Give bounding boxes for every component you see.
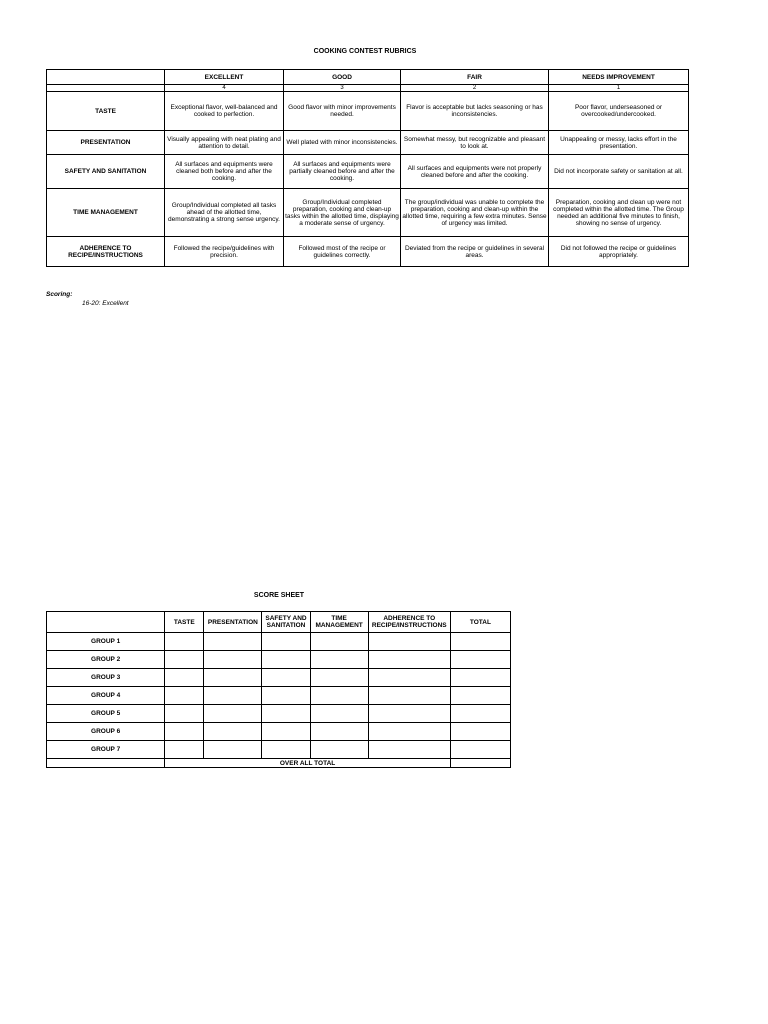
criterion-name: TASTE [47,92,165,131]
score-cell [165,669,204,687]
score-cell [450,651,510,669]
level-good: GOOD [284,70,401,85]
rubric-cell: Flavor is acceptable but lacks seasoning or has inconsistencies. [401,92,549,131]
group-label: GROUP 4 [47,687,165,705]
score-cell [262,687,310,705]
score-cell [204,723,262,741]
rubric-row-safety [47,155,689,189]
score-cell [310,651,368,669]
rubric-cell: Deviated from the recipe or guidelines in several areas. [401,237,549,267]
score-cell [165,705,204,723]
overall-total-label: OVER ALL TOTAL [165,759,451,768]
score-cell [165,723,204,741]
rubric-level-row [47,70,689,85]
score-excellent: 4 [165,85,284,92]
score-fair: 2 [401,85,549,92]
rubric-cell: Somewhat messy, but recognizable and pleasant to look at. [401,131,549,155]
rubric-cell: Preparation, cooking and clean up were not completed within the allotted time. The Group needed an additional five minutes to finish, showing no sense of urgency. [549,189,689,237]
score-cell [310,687,368,705]
score-cell [368,651,450,669]
rubric-table [46,69,689,267]
score-cell [310,633,368,651]
rubric-row-presentation [47,131,689,155]
table-row [47,687,511,705]
score-cell [165,687,204,705]
rubric-row-taste [47,92,689,131]
criterion-name: PRESENTATION [47,131,165,155]
score-cell [310,705,368,723]
rubric-cell: Group/Individual completed all tasks ahead of the allotted time, demonstrating a strong sense urgency. [165,189,284,237]
score-cell [310,669,368,687]
rubric-row-time-management [47,189,689,237]
group-label: GROUP 2 [47,651,165,669]
scoring-label: Scoring: [46,291,73,298]
score-cell [450,687,510,705]
header-safety: SAFETY AND SANITATION [262,612,310,633]
rubric-cell: All surfaces and equipments were cleaned both before and after the cooking. [165,155,284,189]
score-cell [165,651,204,669]
score-sheet-title: SCORE SHEET [253,592,305,599]
score-cell [204,669,262,687]
score-cell [262,651,310,669]
rubric-cell: Did not incorporate safety or sanitation at all. [549,155,689,189]
scoring-line: 16-20: Excellent [82,300,129,307]
group-label: GROUP 3 [47,669,165,687]
score-cell [368,705,450,723]
score-cell [204,687,262,705]
score-cell [204,633,262,651]
score-cell [368,669,450,687]
rubric-cell: Well plated with minor inconsistencies. [284,131,401,155]
header-total: TOTAL [450,612,510,633]
score-cell [262,633,310,651]
rubric-cell: Poor flavor, underseasoned or overcooked/undercooked. [549,92,689,131]
header-adherence: ADHERENCE TO RECIPE/INSTRUCTIONS [368,612,450,633]
group-label: GROUP 5 [47,705,165,723]
level-excellent: EXCELLENT [165,70,284,85]
rubric-cell: Followed most of the recipe or guidelines correctly. [284,237,401,267]
level-fair: FAIR [401,70,549,85]
rubric-cell: Good flavor with minor improvements needed. [284,92,401,131]
score-cell [368,723,450,741]
score-cell [450,705,510,723]
score-cell [204,651,262,669]
score-cell [165,741,204,759]
rubric-corner-cell [47,70,165,85]
overall-total-value-cell [450,759,510,768]
score-corner-cell [47,85,165,92]
score-cell [368,687,450,705]
header-taste: TASTE [165,612,204,633]
score-cell [310,741,368,759]
score-cell [450,741,510,759]
score-cell [310,723,368,741]
score-cell [368,633,450,651]
rubric-score-row [47,85,689,92]
score-cell [450,669,510,687]
score-sheet-corner-cell [47,612,165,633]
score-cell [262,723,310,741]
rubric-cell: All surfaces and equipments were partially cleaned before and after the cooking. [284,155,401,189]
score-cell [165,633,204,651]
score-needs-improvement: 1 [549,85,689,92]
group-label: GROUP 7 [47,741,165,759]
rubric-cell: Followed the recipe/guidelines with precision. [165,237,284,267]
table-row [47,651,511,669]
level-needs-improvement: NEEDS IMPROVEMENT [549,70,689,85]
score-cell [204,741,262,759]
score-cell [262,705,310,723]
score-cell [450,723,510,741]
group-label: GROUP 6 [47,723,165,741]
score-sheet-table [46,611,511,768]
table-row [47,741,511,759]
header-time-management: TIME MANAGEMENT [310,612,368,633]
table-row [47,669,511,687]
score-cell [262,741,310,759]
table-row [47,705,511,723]
group-label: GROUP 1 [47,633,165,651]
score-cell [450,633,510,651]
header-presentation: PRESENTATION [204,612,262,633]
table-row [47,633,511,651]
rubric-cell: Group/Individual completed preparation, cooking and clean-up tasks within the allotted time, displaying a moderate sense of urgency. [284,189,401,237]
rubric-cell: Did not followed the recipe or guidelines appropriately. [549,237,689,267]
rubric-row-adherence [47,237,689,267]
rubric-cell: Exceptional flavor, well-balanced and cooked to perfection. [165,92,284,131]
score-good: 3 [284,85,401,92]
table-row [47,723,511,741]
overall-total-blank-cell [47,759,165,768]
rubric-cell: Visually appealing with neat plating and attention to detail. [165,131,284,155]
score-sheet-header-row [47,612,511,633]
rubric-cell: All surfaces and equipments were not properly cleaned before and after the cooking. [401,155,549,189]
score-cell [204,705,262,723]
criterion-name: TIME MANAGEMENT [47,189,165,237]
criterion-name: ADHERENCE TO RECIPE/INSTRUCTIONS [47,237,165,267]
score-cell [262,669,310,687]
rubric-cell: Unappealing or messy, lacks effort in the presentation. [549,131,689,155]
overall-total-row [47,759,511,768]
rubric-title: COOKING CONTEST RUBRICS [313,48,417,55]
rubric-cell: The group/individual was unable to complete the preparation, cooking and clean-up within the allotted time, requiring a few extra minutes. Sense of urgency was limited. [401,189,549,237]
score-cell [368,741,450,759]
criterion-name: SAFETY AND SANITATION [47,155,165,189]
